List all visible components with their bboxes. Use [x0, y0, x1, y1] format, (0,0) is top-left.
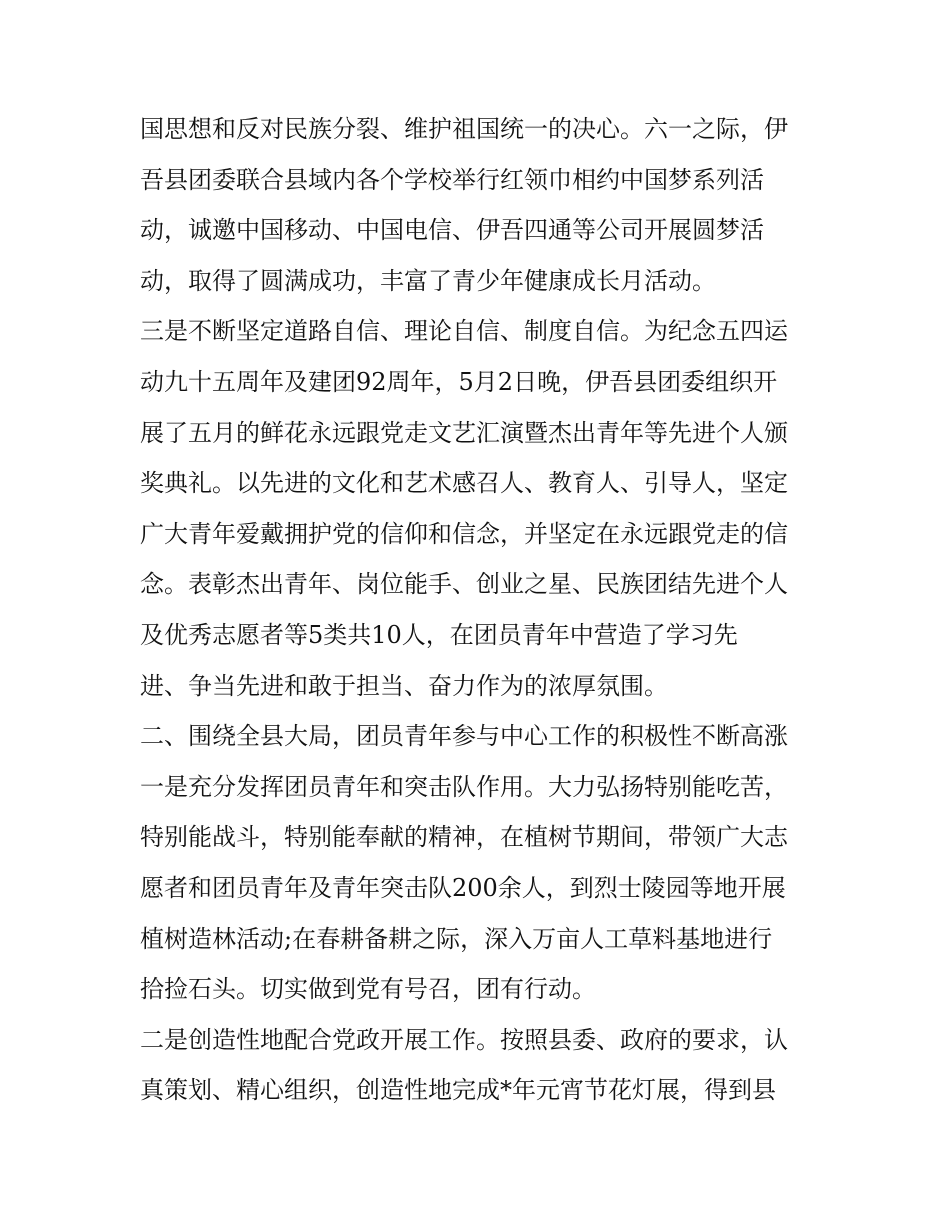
- text-line: 愿者和团员青年及青年突击队200余人，到烈士陵园等地开展: [140, 873, 786, 902]
- text-line: 念。表彰杰出青年、岗位能手、创业之星、民族团结先进个人: [140, 570, 788, 599]
- text-line: 二、围绕全县大局，团员青年参与中心工作的积极性不断高涨: [140, 722, 788, 751]
- text-line: 二是创造性地配合党政开展工作。按照县委、政府的要求，认: [140, 1025, 788, 1054]
- text-line: 拾捡石头。切实做到党有号召，团有行动。: [140, 975, 596, 1004]
- text-line: 及优秀志愿者等5类共10人，在团员青年中营造了学习先: [140, 620, 738, 649]
- text-line: 展了五月的鲜花永远跟党走文艺汇演暨杰出青年等先进个人颁: [140, 418, 788, 447]
- text-line: 一是充分发挥团员青年和突击队作用。大力弘扬特别能吃苦，: [140, 772, 788, 801]
- document-body: [140, 108, 820, 1120]
- text-line: 特别能战斗，特别能奉献的精神，在植树节期间，带领广大志: [140, 823, 788, 852]
- text-line: 广大青年爱戴拥护党的信仰和信念，并坚定在永远跟党走的信: [140, 519, 788, 548]
- text-line: 动九十五周年及建团92周年，5月2日晚，伊吾县团委组织开: [140, 367, 778, 396]
- text-line: 动，诚邀中国移动、中国电信、伊吾四通等公司开展圆梦活: [140, 216, 764, 245]
- text-line: 奖典礼。以先进的文化和艺术感召人、教育人、引导人，坚定: [140, 469, 788, 498]
- text-line: 吾县团委联合县域内各个学校举行红领巾相约中国梦系列活: [140, 165, 764, 194]
- text-line: 进、争当先进和敢于担当、奋力作为的浓厚氛围。: [140, 671, 668, 700]
- text-line: 三是不断坚定道路自信、理论自信、制度自信。为纪念五四运: [140, 317, 788, 346]
- text-line: 动，取得了圆满成功，丰富了青少年健康成长月活动。: [140, 266, 716, 295]
- text-line: 国思想和反对民族分裂、维护祖国统一的决心。六一之际，伊: [140, 115, 788, 143]
- text-line: 植树造林活动;在春耕备耕之际，深入万亩人工草料基地进行: [140, 924, 773, 953]
- text-line: 真策划、精心组织，创造性地完成*年元宵节花灯展，得到县: [140, 1076, 776, 1105]
